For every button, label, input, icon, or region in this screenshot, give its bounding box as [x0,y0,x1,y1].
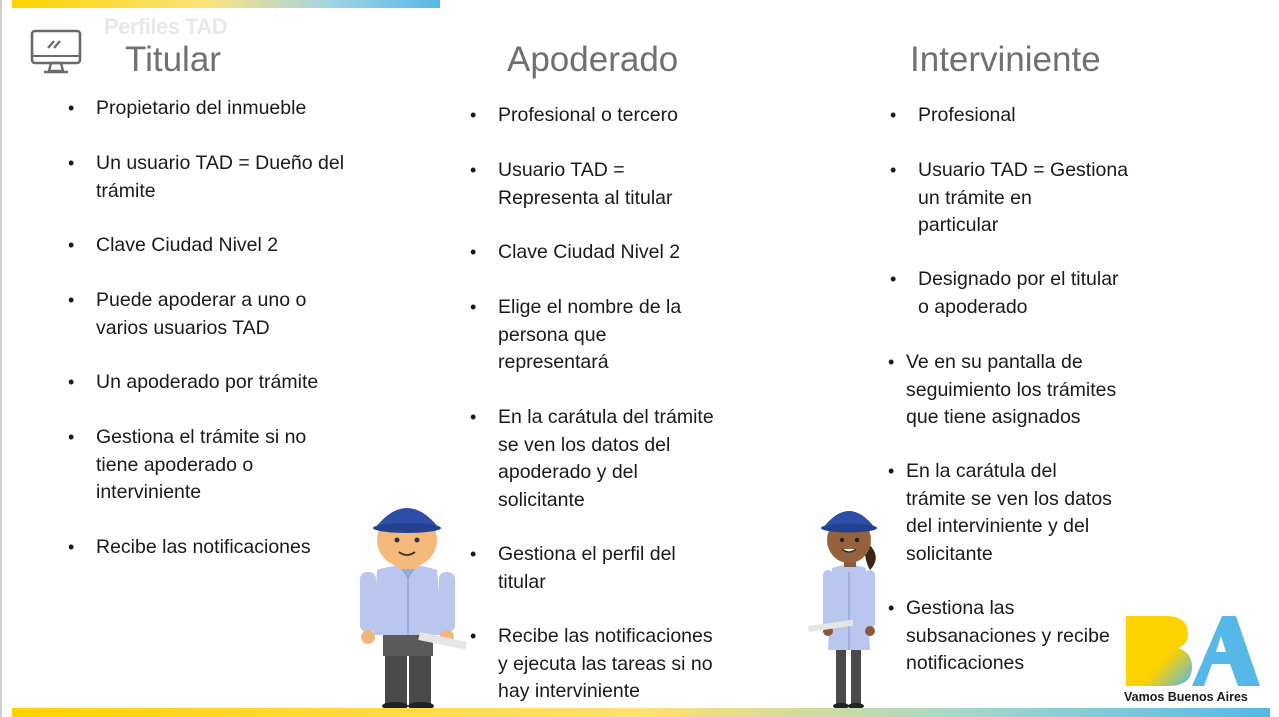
list-item: • Designado por el titular o apoderado [918,266,1119,321]
column-title-interviniente: Interviniente [910,40,1101,79]
list-item: • Puede apoderar a uno o varios usuarios TAD [96,287,306,342]
list-item: • Profesional o tercero [498,102,678,130]
ba-logo-caption: Vamos Buenos Aires [1124,690,1248,704]
list-item: • Usuario TAD = Gestiona un trámite en particular [918,157,1128,240]
list-item: • Gestiona el trámite si no tiene apoderado o interviniente [96,424,306,507]
slide-watermark: Perfiles TAD [104,14,228,39]
top-accent-bar [12,0,440,8]
list-item: • Elige el nombre de la persona que representará [498,294,681,377]
list-item: • Un usuario TAD = Dueño del trámite [96,150,344,205]
monitor-icon [30,28,82,76]
list-item: • Clave Ciudad Nivel 2 [96,232,278,260]
bottom-accent-bar [12,708,1270,717]
list-item: • En la carátula del trámite se ven los datos del apoderado y del solicitante [498,404,714,514]
list-item: • Gestiona las subsanaciones y recibe notificaciones [906,595,1110,678]
worker-woman-illustration [806,500,896,710]
worker-man-illustration [355,500,470,710]
list-item: • Recibe las notificaciones [96,534,311,562]
left-border [0,0,2,717]
list-item: • Gestiona el perfil del titular [498,541,676,596]
list-item: • Ve en su pantalla de seguimiento los trámites que tiene asignados [906,349,1116,432]
list-item: • Clave Ciudad Nivel 2 [498,239,680,267]
list-item: • Recibe las notificaciones y ejecuta las tareas si no hay interviniente [498,623,713,706]
list-item: • Propietario del inmueble [96,95,306,123]
list-item: • Usuario TAD = Representa al titular [498,157,673,212]
list-item: • En la carátula del trámite se ven los datos del interviniente y del solicitante [906,458,1112,568]
column-title-titular: Titular [125,40,221,79]
column-title-apoderado: Apoderado [507,40,679,79]
list-item: • Un apoderado por trámite [96,369,318,397]
list-item: • Profesional [918,102,1016,130]
